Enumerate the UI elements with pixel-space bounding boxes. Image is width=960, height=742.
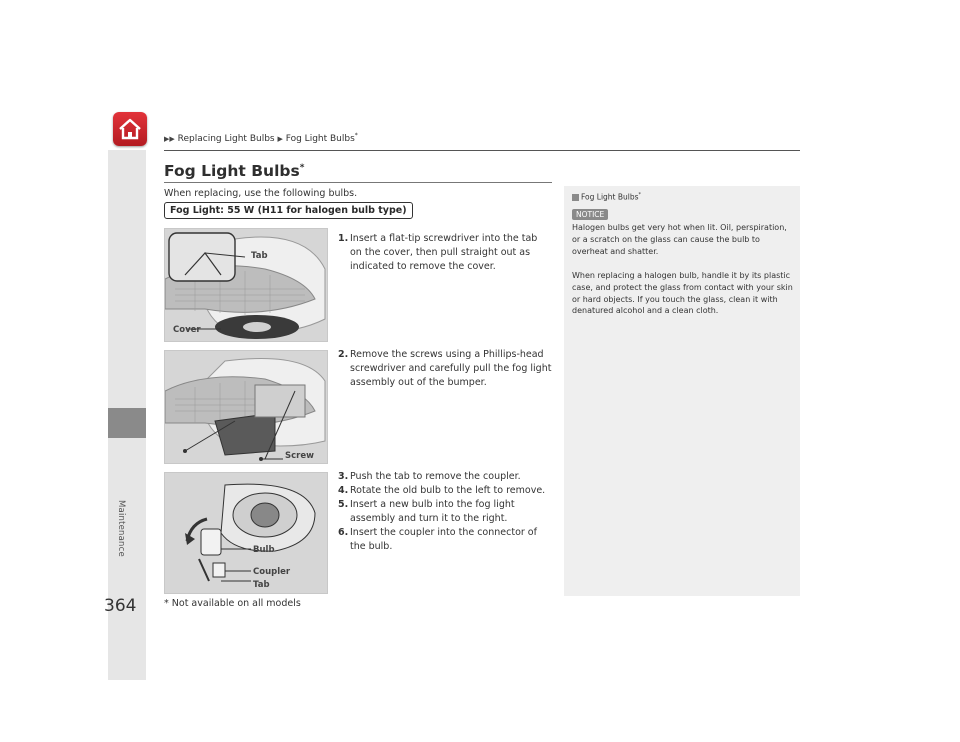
breadcrumb-link-replacing-light-bulbs[interactable]: Replacing Light Bulbs: [177, 134, 275, 144]
section-tab-label[interactable]: Maintenance: [116, 500, 126, 557]
callout-cover: Cover: [173, 325, 201, 335]
step-number: 1.: [338, 233, 349, 244]
fog-light-bulb-illustration: [165, 473, 327, 593]
step-6: [338, 526, 552, 554]
header-divider: [164, 150, 800, 151]
page-title-mark[interactable]: *: [299, 162, 305, 173]
notes-paragraph-1: Halogen bulbs get very hot when lit. Oil, perspiration, or a scratch on the glass can cause the bulb to overheat and shatter.: [572, 223, 787, 256]
notes-paragraph-2: When replacing a halogen bulb, handle it by its plastic case, and protect the glass from contact with your skin or hard objects. If you touch the glass, clean it with denatured alcohol and a clean cloth.: [572, 271, 793, 316]
step-5: [338, 498, 552, 526]
step-number: 3.: [338, 471, 349, 482]
figure-replace-bulb: [164, 472, 328, 594]
breadcrumb-arrow-icon: ▶▶: [164, 135, 175, 143]
notes-heading: [572, 192, 641, 202]
step-text: Remove the screws using a Phillips-head screwdriver and carefully pull the fog light assembly out of the bumper.: [350, 349, 552, 388]
home-icon: [113, 112, 147, 146]
figure-remove-screws: [164, 350, 328, 464]
section-tab-marker[interactable]: [108, 408, 146, 438]
step-number: 2.: [338, 349, 349, 360]
step-number: 4.: [338, 485, 349, 496]
step-text: Rotate the old bulb to the left to remove.: [350, 485, 546, 496]
callout-screw: Screw: [285, 451, 314, 461]
notice-badge: NOTICE: [572, 209, 608, 220]
page-title: [164, 162, 304, 180]
step-number: 5.: [338, 499, 349, 510]
page-number: 364: [104, 596, 137, 616]
step-text: Insert a new bulb into the fog light assembly and turn it to the right.: [350, 499, 515, 524]
figure-remove-cover: [164, 228, 328, 342]
callout-tab: Tab: [251, 251, 268, 261]
step-2: [338, 348, 552, 390]
title-divider: [164, 182, 552, 183]
step-3: [338, 470, 552, 484]
fog-light-screws-illustration: [165, 351, 327, 463]
step-1: [338, 232, 552, 274]
callout-tab: Tab: [253, 580, 270, 590]
notes-panel: [564, 186, 800, 596]
home-button[interactable]: [113, 112, 147, 146]
step-text: Push the tab to remove the coupler.: [350, 471, 521, 482]
bulb-spec-box: Fog Light: 55 W (H11 for halogen bulb type): [164, 202, 413, 219]
page-title-text: Fog Light Bulbs: [164, 162, 300, 180]
step-text: Insert the coupler into the connector of the bulb.: [350, 527, 537, 552]
intro-text: When replacing, use the following bulbs.: [164, 188, 358, 199]
breadcrumb: [164, 132, 358, 144]
step-4: [338, 484, 552, 498]
callout-bulb: Bulb: [253, 545, 275, 555]
step-text: Insert a flat-tip screwdriver into the tab on the cover, then pull straight out as indicated to remove the cover.: [350, 233, 538, 272]
callout-coupler: Coupler: [253, 567, 291, 577]
notes-heading-mark: *: [638, 192, 642, 198]
breadcrumb-link-fog-light-bulbs[interactable]: Fog Light Bulbs: [285, 134, 355, 144]
breadcrumb-mark: *: [354, 132, 358, 139]
notes-heading-text: Fog Light Bulbs: [581, 192, 639, 202]
reference-icon: [572, 194, 579, 201]
footnote: * Not available on all models: [164, 598, 301, 609]
step-number: 6.: [338, 527, 349, 538]
breadcrumb-arrow-icon: ▶: [277, 135, 283, 143]
